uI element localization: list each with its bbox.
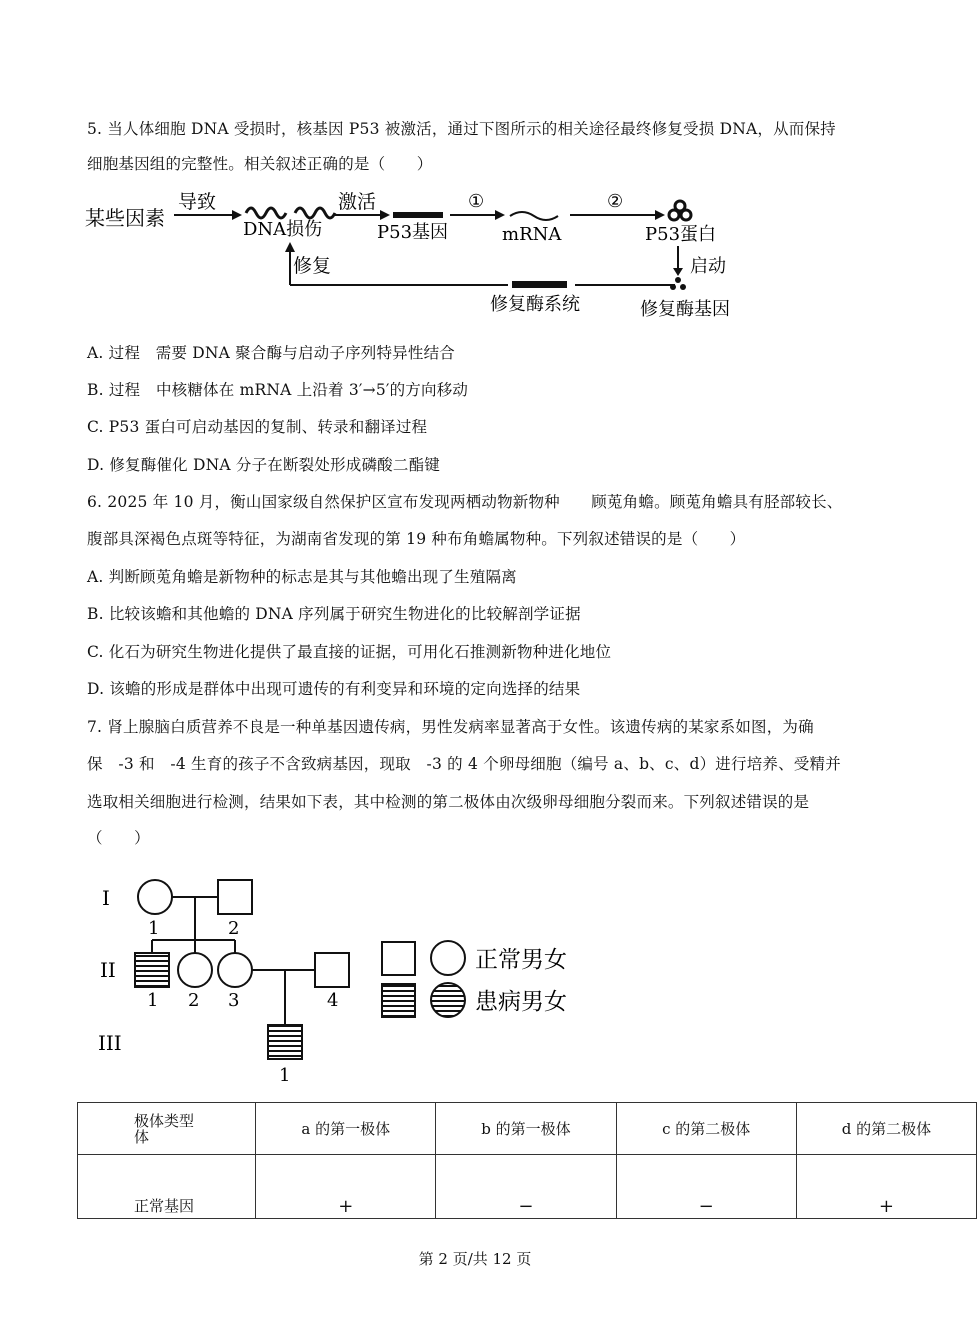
table-cell: −	[616, 1155, 796, 1219]
table-header-cell: b 的第一极体	[436, 1103, 616, 1155]
cause-label: 导致	[178, 191, 217, 213]
step2-marker: ②	[607, 191, 624, 212]
p53-protein-label: P53蛋白	[645, 224, 717, 245]
q7-stem-line4: （ ）	[87, 829, 150, 847]
pedigree-legend	[382, 941, 567, 1017]
page-footer: 第 2 页/共 12 页	[418, 1250, 532, 1268]
gen1-number-2: 2	[228, 918, 240, 939]
mrna-strand-icon	[510, 212, 558, 220]
repair-system-label: 修复酶系统	[490, 294, 580, 315]
gen2-number-3: 3	[228, 990, 240, 1011]
start-label: 启动	[690, 256, 726, 277]
legend-normal-female-icon	[431, 941, 465, 975]
q7-stem-line3: 选取相关细胞进行检测，结果如下表，其中检测的第二极体由次级卵母细胞分裂而来。下列叙述错误的是	[87, 793, 810, 811]
q6-option-c[interactable]: C. 化石为研究生物进化提供了最直接的证据，可用化石推测新物种进化地位	[87, 643, 612, 661]
q5-option-d[interactable]: D. 修复酶催化 DNA 分子在断裂处形成磷酸二酯键	[87, 456, 440, 474]
q5-stem-line1: 5. 当人体细胞 DNA 受损时，核基因 P53 被激活，通过下图所示的相关途径最终修复受损 DNA，从而保持	[87, 120, 836, 138]
pedigree-chart	[90, 870, 600, 1085]
q7-stem-line1: 7. 肾上腺脑白质营养不良是一种单基因遗传病，男性发病率显著高于女性。该遗传病的某家系如图，为确	[87, 718, 814, 736]
table-cell: 正常基因	[78, 1155, 256, 1219]
gen2-female-normal-3	[218, 953, 252, 987]
q6-option-b[interactable]: B. 比较该蟾和其他蟾的 DNA 序列属于研究生物进化的比较解剖学证据	[87, 605, 581, 623]
p53-pathway-diagram	[80, 180, 760, 330]
table-cell: +	[256, 1155, 436, 1219]
legend-affected-label: 患病男女	[475, 989, 567, 1015]
table-header-row	[78, 1103, 977, 1155]
q5-option-a[interactable]: A. 过程 需要 DNA 聚合酶与启动子序列特异性结合	[87, 344, 455, 362]
gen1-male-normal	[218, 880, 252, 914]
q6-option-d[interactable]: D. 该蟾的形成是群体中出现可遗传的有利变异和环境的定向选择的结果	[87, 680, 581, 698]
table-cell: −	[436, 1155, 616, 1219]
gen2-male-affected	[135, 953, 169, 987]
q6-stem-line2: 腹部具深褐色点斑等特征，为湖南省发现的第 19 种布角蟾属物种。下列叙述错误的是（ ）	[87, 530, 746, 548]
q6-option-a[interactable]: A. 判断顾莵角蟾是新物种的标志是其与其他蟾出现了生殖隔离	[87, 568, 517, 586]
q7-stem-line2: 保 -3 和 -4 生育的孩子不含致病基因，现取 -3 的 4 个卵母细胞（编号 a、b、c、d）进行培养、受精并	[87, 755, 841, 773]
table-header-cell: a 的第一极体	[256, 1103, 436, 1155]
table-row	[78, 1155, 977, 1219]
polar-body-table-wrap	[77, 1102, 950, 1217]
dna-strand-icon	[295, 208, 335, 218]
table-header-cell	[78, 1103, 256, 1155]
table-cell: +	[796, 1155, 976, 1219]
repair-gene-label: 修复酶基因	[640, 299, 730, 320]
table-header-cell: c 的第二极体	[616, 1103, 796, 1155]
gen1-number-1: 1	[148, 918, 160, 939]
gen3-number-1: 1	[279, 1065, 291, 1086]
damaged-dna-strand-icon	[246, 208, 286, 218]
legend-normal-label: 正常男女	[475, 947, 567, 973]
gen2-number-4: 4	[327, 990, 339, 1011]
gen1-female-normal	[138, 880, 172, 914]
legend-normal-male-icon	[382, 942, 415, 975]
q6-stem-line1: 6. 2025 年 10 月，衡山国家级自然保护区宣布发现两栖动物新物种 顾莵角蟾。顾莵角蟾具有胫部较长、	[87, 493, 843, 511]
generation-ii-label: II	[100, 958, 116, 982]
p53-gene-label: P53基因	[377, 222, 449, 243]
step1-marker: ①	[468, 191, 485, 212]
gen3-male-affected	[268, 1025, 302, 1059]
repair-system-bar	[512, 281, 567, 288]
gen2-number-1: 1	[147, 990, 159, 1011]
p53-protein-icon	[669, 201, 691, 220]
header-label-wrap: 体	[134, 1127, 150, 1146]
legend-affected-male-icon	[382, 984, 415, 1017]
legend-affected-female-icon	[431, 983, 465, 1017]
dna-damage-label: DNA损伤	[243, 219, 323, 240]
q5-option-b[interactable]: B. 过程 中核糖体在 mRNA 上沿着 3′→5′的方向移动	[87, 381, 469, 399]
q5-option-c[interactable]: C. P53 蛋白可启动基因的复制、转录和翻译过程	[87, 418, 428, 436]
gen2-male-normal-4	[315, 953, 349, 987]
polar-body-table	[77, 1102, 977, 1219]
gen2-female-normal-2	[178, 953, 212, 987]
factors-label: 某些因素	[85, 206, 165, 230]
table-header-cell: d 的第二极体	[796, 1103, 976, 1155]
activate-label: 激活	[338, 191, 377, 213]
header-label: 极体类型	[134, 1111, 195, 1130]
p53-gene-bar	[393, 212, 443, 218]
repair-label: 修复	[293, 255, 332, 277]
generation-i-label: I	[102, 886, 110, 910]
repair-gene-icon	[670, 277, 686, 290]
mrna-label: mRNA	[502, 224, 562, 245]
gen2-number-2: 2	[188, 990, 200, 1011]
generation-iii-label: III	[98, 1031, 122, 1055]
q5-stem-line2: 细胞基因组的完整性。相关叙述正确的是（ ）	[87, 155, 433, 173]
